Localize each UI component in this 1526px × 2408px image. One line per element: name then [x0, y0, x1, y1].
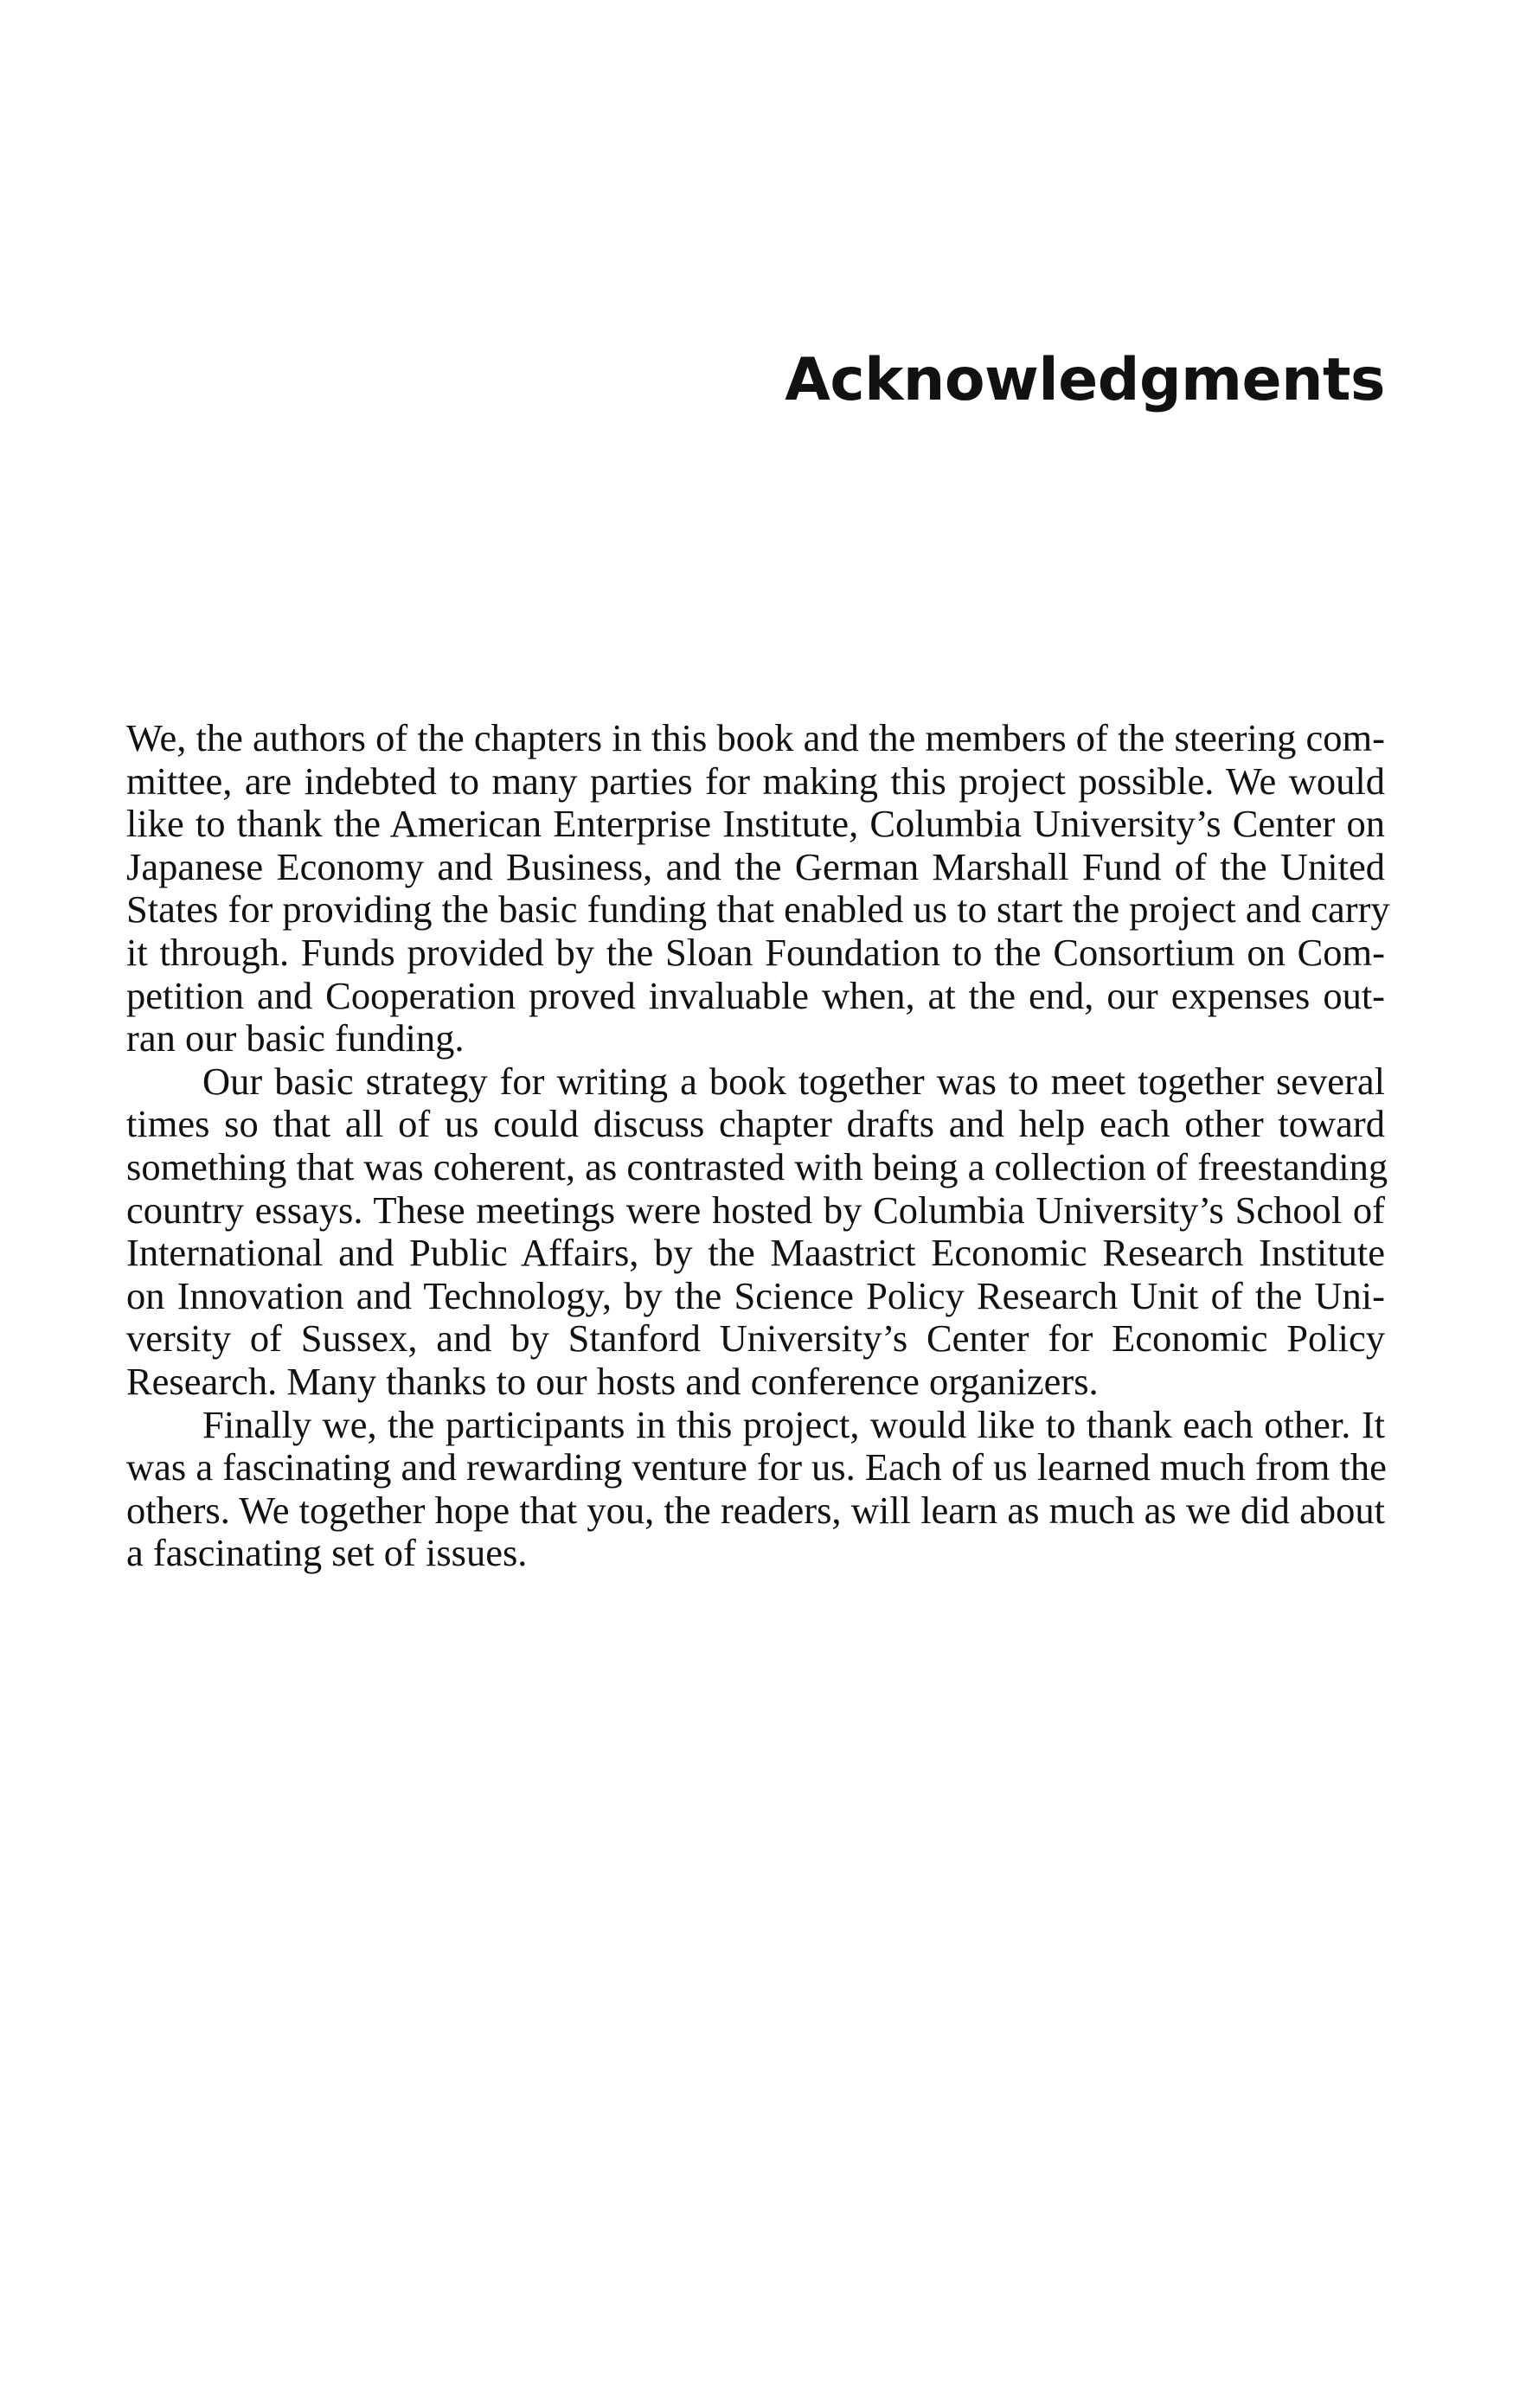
text-line: petition and Cooperation proved invaluable when, at the end, our expenses out- [126, 973, 1385, 1017]
paragraph-1 [126, 716, 1390, 1060]
text-line: on Innovation and Technology, by the Science Policy Research Unit of the Uni- [126, 1273, 1385, 1317]
text-line: mittee, are indebted to many parties for making this project possible. We would [126, 759, 1385, 803]
paragraph-2 [126, 1059, 1388, 1404]
body-text [126, 716, 1390, 1575]
text-line: was a fascinating and rewarding venture for us. Each of us learned much from the [126, 1445, 1387, 1489]
text-line: versity of Sussex, and by Stanford University’s Center for Economic Policy [126, 1316, 1385, 1361]
text-line: times so that all of us could discuss chapter drafts and help each other toward [126, 1102, 1385, 1146]
page-title: Acknowledgments [785, 346, 1385, 414]
text-line: Research. Many thanks to our hosts and conference organizers. [126, 1359, 1099, 1403]
text-line: States for providing the basic funding that enabled us to start the project and carry [126, 887, 1390, 932]
text-line: International and Public Affairs, by the Maastrict Economic Research Institute [126, 1231, 1385, 1275]
text-line: something that was coherent, as contrasted with being a collection of freestanding [126, 1144, 1388, 1188]
text-line: Our basic strategy for writing a book together was to meet together several [202, 1059, 1385, 1103]
text-line: others. We together hope that you, the readers, will learn as much as we did about [126, 1488, 1385, 1532]
text-line: it through. Funds provided by the Sloan Foundation to the Consortium on Com- [126, 930, 1385, 974]
text-line: a fascinating set of issues. [126, 1531, 528, 1575]
text-line: Finally we, the participants in this project, would like to thank each other. It [202, 1402, 1385, 1446]
text-line: ran our basic funding. [126, 1016, 465, 1060]
text-line: Japanese Economy and Business, and the German Marshall Fund of the United [126, 844, 1385, 888]
text-line: We, the authors of the chapters in this book and the members of the steering com- [126, 716, 1385, 759]
text-line: like to thank the American Enterprise Institute, Columbia University’s Center on [126, 802, 1385, 846]
paragraph-3 [126, 1404, 1385, 1575]
text-line: country essays. These meetings were hosted by Columbia University’s School of [126, 1188, 1385, 1232]
